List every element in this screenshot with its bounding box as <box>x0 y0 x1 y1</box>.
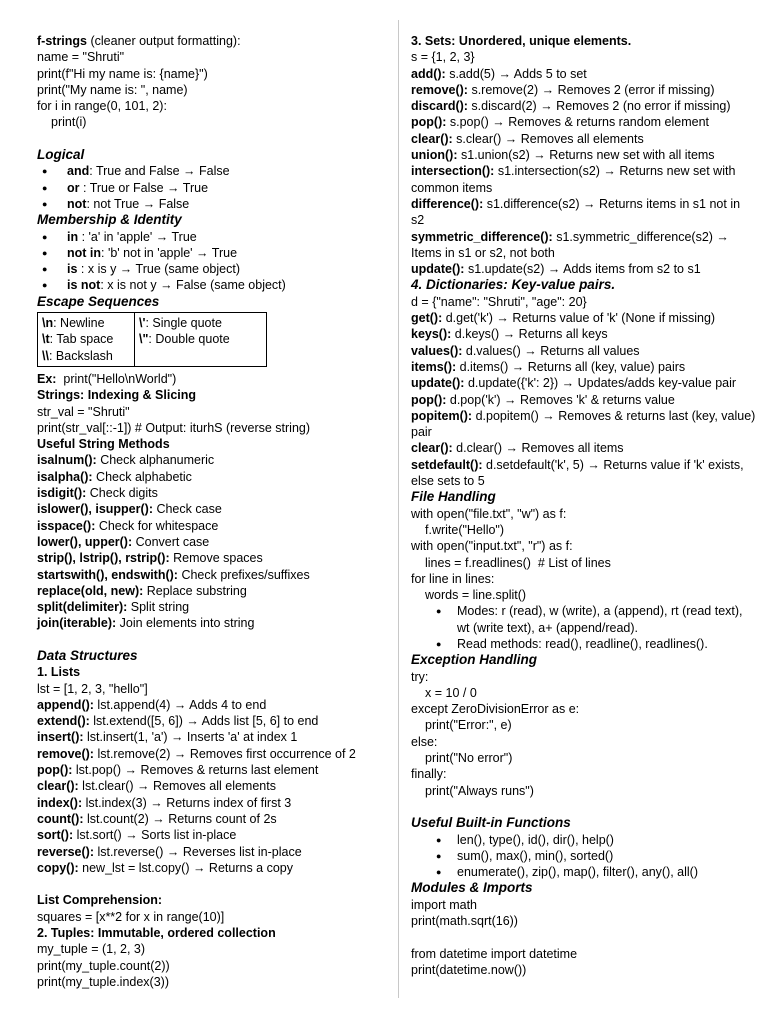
code-line: print(str_val[::-1]) # Output: iturhS (reverse string) <box>37 420 311 435</box>
method-line: symmetric_difference(): s1.symmetric_difference(s2) → Items in s1 or s2, not both <box>411 229 733 260</box>
method-line: intersection(): s1.intersection(s2) → Returns new set with common items <box>411 164 739 195</box>
list-item: ● enumerate(), zip(), map(), filter(), any(), all() <box>411 864 756 880</box>
code-line: print(f"Hi my name is: {name}") <box>37 66 208 81</box>
method-line: insert(): lst.insert(1, 'a') → Inserts 'a' at index 1 <box>37 730 298 745</box>
code-line: print("Always runs") <box>425 783 534 798</box>
string-methods-heading: Useful String Methods <box>37 437 170 452</box>
list-item: ● and: True and False → False <box>37 163 392 179</box>
method-line: pop(): s.pop() → Removes & returns random element <box>411 115 710 130</box>
tuples-heading: 2. Tuples: Immutable, ordered collection <box>37 926 276 941</box>
method-line: setdefault(): d.setdefault('k', 5) → Returns value if 'k' exists, else sets to 5 <box>411 457 748 489</box>
list-item: ● len(), type(), id(), dir(), help() <box>411 832 756 848</box>
method-line: pop(): lst.pop() → Removes & returns last element <box>37 763 319 778</box>
method-line: isdigit(): Check digits <box>37 486 158 501</box>
method-line: clear(): lst.clear() → Removes all elements <box>37 779 276 794</box>
method-line: lower(), upper(): Convert case <box>37 534 210 549</box>
right-column <box>411 33 759 978</box>
code-line: print(i) <box>51 115 87 130</box>
method-line: replace(old, new): Replace substring <box>37 583 247 598</box>
code-line: print("Error:", e) <box>425 718 512 733</box>
file-notes-list <box>411 603 756 652</box>
escape-heading: Escape Sequences <box>37 293 160 309</box>
list-item: ● or : True or False → True <box>37 180 392 196</box>
method-line: difference(): s1.difference(s2) → Returns items in s1 not in s2 <box>411 196 744 228</box>
dicts-heading: 4. Dictionaries: Key-value pairs. <box>411 277 616 293</box>
code-line: print(my_tuple.count(2)) <box>37 958 170 973</box>
logical-list <box>37 163 392 212</box>
builtins-heading: Useful Built-in Functions <box>411 815 571 831</box>
list-item: ● not: not True → False <box>37 196 392 212</box>
method-line: reverse(): lst.reverse() → Reverses list in-place <box>37 844 302 859</box>
escape-example: Ex: print("Hello\nWorld") <box>37 371 177 386</box>
code-line: else: <box>411 734 438 749</box>
code-line: name = "Shruti" <box>37 50 125 65</box>
sets-heading: 3. Sets: Unordered, unique elements. <box>411 34 632 48</box>
method-line: values(): d.values() → Returns all values <box>411 343 640 358</box>
code-line: for i in range(0, 101, 2): <box>37 99 167 114</box>
data-structures-heading: Data Structures <box>37 647 138 663</box>
code-line: import math <box>411 897 477 912</box>
method-line: index(): lst.index(3) → Returns index of first 3 <box>37 795 292 810</box>
method-line: clear(): s.clear() → Removes all elements <box>411 131 644 146</box>
code-line: print(math.sqrt(16)) <box>411 914 518 929</box>
code-line: squares = [x**2 for x in range(10)] <box>37 909 225 924</box>
code-line: print(datetime.now()) <box>411 962 527 977</box>
code-line: from datetime import datetime <box>411 946 578 961</box>
code-line: my_tuple = (1, 2, 3) <box>37 942 146 957</box>
code-line: print("No error") <box>425 751 513 766</box>
exception-heading: Exception Handling <box>411 652 538 668</box>
method-line: pop(): d.pop('k') → Removes 'k' & returns value <box>411 392 675 407</box>
method-line: union(): s1.union(s2) → Returns new set with all items <box>411 148 715 163</box>
code-line: f.write("Hello") <box>425 522 505 537</box>
builtins-list <box>411 832 756 881</box>
code-line: print("My name is: ", name) <box>37 82 188 97</box>
method-line: append(): lst.append(4) → Adds 4 to end <box>37 697 267 712</box>
fstrings-title: f-strings <box>37 34 87 48</box>
list-item: ● is : x is y → True (same object) <box>37 261 392 277</box>
list-item: ● in : 'a' in 'apple' → True <box>37 229 392 245</box>
method-line: popitem(): d.popitem() → Removes & returns last (key, value) pair <box>411 408 759 440</box>
method-line: remove(): s.remove(2) → Removes 2 (error if missing) <box>411 82 715 97</box>
method-line: add(): s.add(5) → Adds 5 to set <box>411 66 587 81</box>
code-line: with open("input.txt", "r") as f: <box>411 539 573 554</box>
code-line: words = line.split() <box>425 588 527 603</box>
method-line: update(): s1.update(s2) → Adds items from s2 to s1 <box>411 262 701 277</box>
list-item: ● Modes: r (read), w (write), a (append), rt (read text), wt (write text), a+ (append/read). <box>411 603 756 636</box>
list-item: ● sum(), max(), min(), sorted() <box>411 848 756 864</box>
method-line: remove(): lst.remove(2) → Removes first occurrence of 2 <box>37 746 356 761</box>
method-line: join(iterable): Join elements into string <box>37 616 255 631</box>
fstrings-title-line <box>37 33 392 49</box>
code-line: finally: <box>411 767 447 782</box>
escape-cell-left: \n: Newline \t: Tab space \\: Backslash <box>38 313 135 367</box>
modules-heading: Modules & Imports <box>411 880 533 896</box>
escape-cell-right: \': Single quote \": Double quote <box>139 316 230 347</box>
method-line: items(): d.items() → Returns all (key, value) pairs <box>411 359 686 374</box>
method-line: extend(): lst.extend([5, 6]) → Adds list [5, 6] to end <box>37 714 319 729</box>
method-line: strip(), lstrip(), rstrip(): Remove spaces <box>37 551 263 566</box>
method-line: sort(): lst.sort() → Sorts list in-place <box>37 828 237 843</box>
code-line: lst = [1, 2, 3, "hello"] <box>37 681 148 696</box>
column-divider <box>398 20 399 998</box>
method-line: isspace(): Check for whitespace <box>37 518 219 533</box>
code-line: for line in lines: <box>411 571 495 586</box>
method-line: discard(): s.discard(2) → Removes 2 (no error if missing) <box>411 99 731 114</box>
code-line: s = {1, 2, 3} <box>411 50 475 65</box>
code-line: with open("file.txt", "w") as f: <box>411 506 567 521</box>
method-line: keys(): d.keys() → Returns all keys <box>411 327 608 342</box>
code-line: print(my_tuple.index(3)) <box>37 974 169 989</box>
fstrings-title-rest: (cleaner output formatting): <box>87 34 241 48</box>
method-line: clear(): d.clear() → Removes all items <box>411 441 624 456</box>
method-line: startswith(), endswith(): Check prefixes/suffixes <box>37 567 310 582</box>
method-line: split(delimiter): Split string <box>37 600 190 615</box>
method-line: isalnum(): Check alphanumeric <box>37 453 215 468</box>
escape-sequences-table <box>37 312 267 367</box>
comprehension-heading: List Comprehension: <box>37 893 163 908</box>
method-line: count(): lst.count(2) → Returns count of 2s <box>37 811 277 826</box>
list-item: ● is not: x is not y → False (same object) <box>37 277 392 293</box>
code-line: lines = f.readlines() # List of lines <box>425 555 611 570</box>
method-line: get(): d.get('k') → Returns value of 'k' (None if missing) <box>411 311 716 326</box>
list-item: ● Read methods: read(), readline(), readlines(). <box>411 636 756 652</box>
code-line: except ZeroDivisionError as e: <box>411 702 580 717</box>
method-line: isalpha(): Check alphabetic <box>37 469 192 484</box>
method-line: islower(), isupper(): Check case <box>37 502 222 517</box>
left-column <box>37 33 392 990</box>
code-line: try: <box>411 669 429 684</box>
strings-heading: Strings: Indexing & Slicing <box>37 388 197 403</box>
lists-heading: 1. Lists <box>37 665 81 680</box>
code-line: str_val = "Shruti" <box>37 404 130 419</box>
logical-heading: Logical <box>37 147 85 163</box>
membership-heading: Membership & Identity <box>37 212 182 228</box>
code-line: x = 10 / 0 <box>425 685 477 700</box>
membership-list <box>37 229 392 294</box>
file-handling-heading: File Handling <box>411 489 496 505</box>
code-line: d = {"name": "Shruti", "age": 20} <box>411 294 587 309</box>
method-line: update(): d.update({'k': 2}) → Updates/adds key-value pair <box>411 376 737 391</box>
list-item: ● not in: 'b' not in 'apple' → True <box>37 245 392 261</box>
method-line: copy(): new_lst = lst.copy() → Returns a copy <box>37 860 293 875</box>
